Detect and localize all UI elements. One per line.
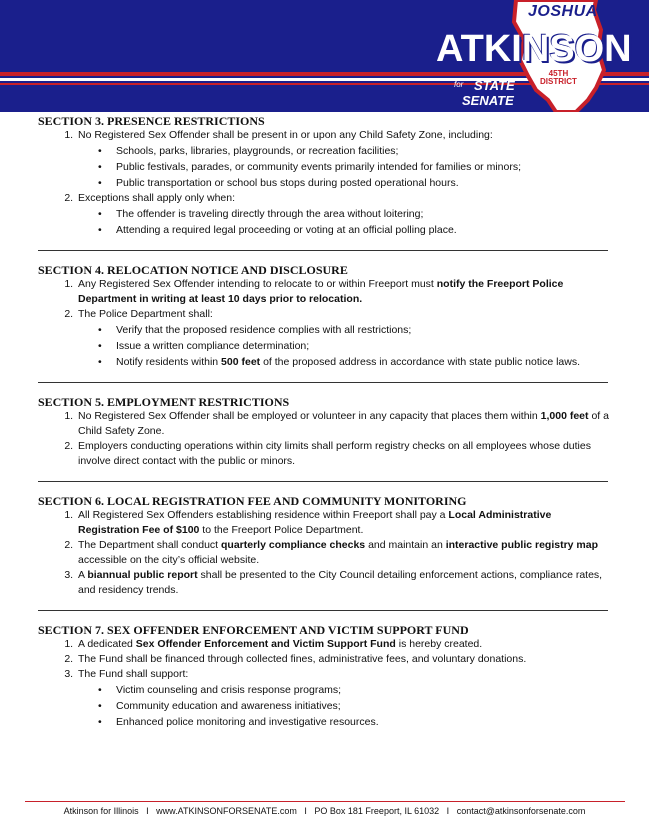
- bullet-item: • Public festivals, parades, or community events primarily intended for families or minors;: [98, 159, 609, 175]
- candidate-last-name: ATKINSON: [436, 28, 632, 70]
- bullet-item: [98, 354, 609, 370]
- footer-divider: [25, 801, 625, 802]
- list-item: [76, 538, 609, 568]
- item-text: The Fund shall support:: [78, 668, 189, 680]
- district-badge: [540, 70, 577, 86]
- item-text: A: [78, 569, 88, 581]
- item-text: to the Freeport Police Department.: [199, 524, 364, 536]
- campaign-header: [0, 0, 649, 112]
- section-3: [38, 114, 609, 238]
- state-label: STATE: [474, 78, 515, 93]
- list-item: [76, 409, 609, 439]
- item-text: A dedicated: [78, 638, 136, 650]
- list-item: [76, 128, 609, 191]
- footer-address: PO Box 181 Freeport, IL 61032: [314, 806, 440, 816]
- item-text: The Department shall conduct: [78, 539, 221, 551]
- bullet-item: • Enhanced police monitoring and investigative resources.: [98, 714, 609, 730]
- section-title: SECTION 7. SEX OFFENDER ENFORCEMENT AND VICTIM SUPPORT FUND: [38, 623, 469, 637]
- footer-separator: I: [446, 806, 450, 816]
- bullet-item: • Schools, parks, libraries, playgrounds, or recreation facilities;: [98, 143, 609, 159]
- item-text: Exceptions shall apply only when:: [78, 192, 236, 204]
- section-4: [38, 263, 609, 370]
- footer-separator: I: [304, 806, 307, 816]
- bullet-text: Notify residents within: [116, 356, 222, 368]
- bullet-item: • Issue a written compliance determination;: [98, 338, 609, 354]
- footer-org: Atkinson for Illinois: [63, 806, 139, 816]
- item-text: of a Child Safety Zone.: [78, 410, 609, 437]
- footer-website-link[interactable]: www.ATKINSONFORSENATE.com: [156, 806, 297, 816]
- bullet-item: • Attending a required legal proceeding or voting at an official polling place.: [98, 222, 609, 238]
- document-body: [38, 114, 609, 730]
- list-item: [76, 568, 609, 598]
- list-item: [76, 307, 609, 370]
- item-text: shall be presented to the City Council detailing enforcement actions, compliance rates, and residency trends.: [78, 569, 603, 596]
- list-item: [76, 191, 609, 238]
- section-title: SECTION 3. PRESENCE RESTRICTIONS: [38, 114, 265, 128]
- item-text: and maintain an: [365, 539, 446, 551]
- for-label: for: [454, 80, 464, 89]
- district-label: DISTRICT: [540, 77, 577, 86]
- item-bold-text: quarterly compliance checks: [221, 539, 366, 551]
- list-item: [76, 508, 609, 538]
- item-bold-text: Local Administrative Registration Fee of $100: [78, 509, 552, 536]
- section-title: SECTION 4. RELOCATION NOTICE AND DISCLOSURE: [38, 263, 348, 277]
- section-title: SECTION 6. LOCAL REGISTRATION FEE AND COMMUNITY MONITORING: [38, 494, 467, 508]
- item-text: No Registered Sex Offender shall be employed or volunteer in any capacity that places them within: [78, 410, 541, 422]
- bullet-item: • Community education and awareness initiatives;: [98, 698, 609, 714]
- bullet-item: • The offender is traveling directly through the area without loitering;: [98, 206, 609, 222]
- item-bold-text: interactive public registry map: [445, 539, 599, 551]
- page-footer: [0, 806, 649, 816]
- footer-email-link[interactable]: contact@atkinsonforsenate.com: [456, 806, 586, 816]
- item-text: Any Registered Sex Offender intending to relocate to or within Freeport must: [78, 278, 437, 290]
- candidate-first-name: JOSHUA: [528, 3, 598, 20]
- senate-label: SENATE: [462, 93, 514, 108]
- bullet-item: • Public transportation or school bus stops during posted operational hours.: [98, 175, 609, 191]
- list-item: [76, 277, 609, 307]
- bullet-item: • Victim counseling and crisis response programs;: [98, 682, 609, 698]
- list-item: [76, 667, 609, 730]
- section-title: SECTION 5. EMPLOYMENT RESTRICTIONS: [38, 395, 290, 409]
- section-divider: [38, 382, 608, 383]
- section-divider: [38, 481, 608, 482]
- section-divider: [38, 250, 608, 251]
- bullet-text: of the proposed address in accordance with state public notice laws.: [260, 356, 581, 368]
- list-item: 2. Employers conducting operations within city limits shall perform registry checks on all employees whose duties involve direct contact with the public or minors.: [76, 439, 609, 469]
- bullet-bold-text: 500 feet: [221, 356, 261, 368]
- item-bold-text: notify the Freeport Police Department in writing at least 10 days prior to relocation.: [78, 278, 564, 305]
- list-item: [76, 637, 609, 652]
- section-5: [38, 395, 609, 469]
- list-item: 2. The Fund shall be financed through collected fines, administrative fees, and voluntary donations.: [76, 652, 609, 667]
- item-bold-text: Sex Offender Enforcement and Victim Support Fund: [135, 638, 396, 650]
- section-6: [38, 494, 609, 598]
- item-text: is hereby created.: [395, 638, 483, 650]
- section-divider: [38, 610, 608, 611]
- item-text: No Registered Sex Offender shall be present in or upon any Child Safety Zone, including:: [78, 129, 493, 141]
- footer-separator: I: [146, 806, 149, 816]
- item-text: The Police Department shall:: [78, 308, 213, 320]
- bullet-item: • Verify that the proposed residence complies with all restrictions;: [98, 322, 609, 338]
- section-7: [38, 623, 609, 730]
- item-bold-text: 1,000 feet: [540, 410, 589, 422]
- item-bold-text: biannual public report: [87, 569, 198, 581]
- item-text: All Registered Sex Offenders establishing residence within Freeport shall pay a: [78, 509, 449, 521]
- district-number: 45TH: [548, 69, 569, 78]
- item-text: accessible on the city’s official website.: [78, 554, 260, 566]
